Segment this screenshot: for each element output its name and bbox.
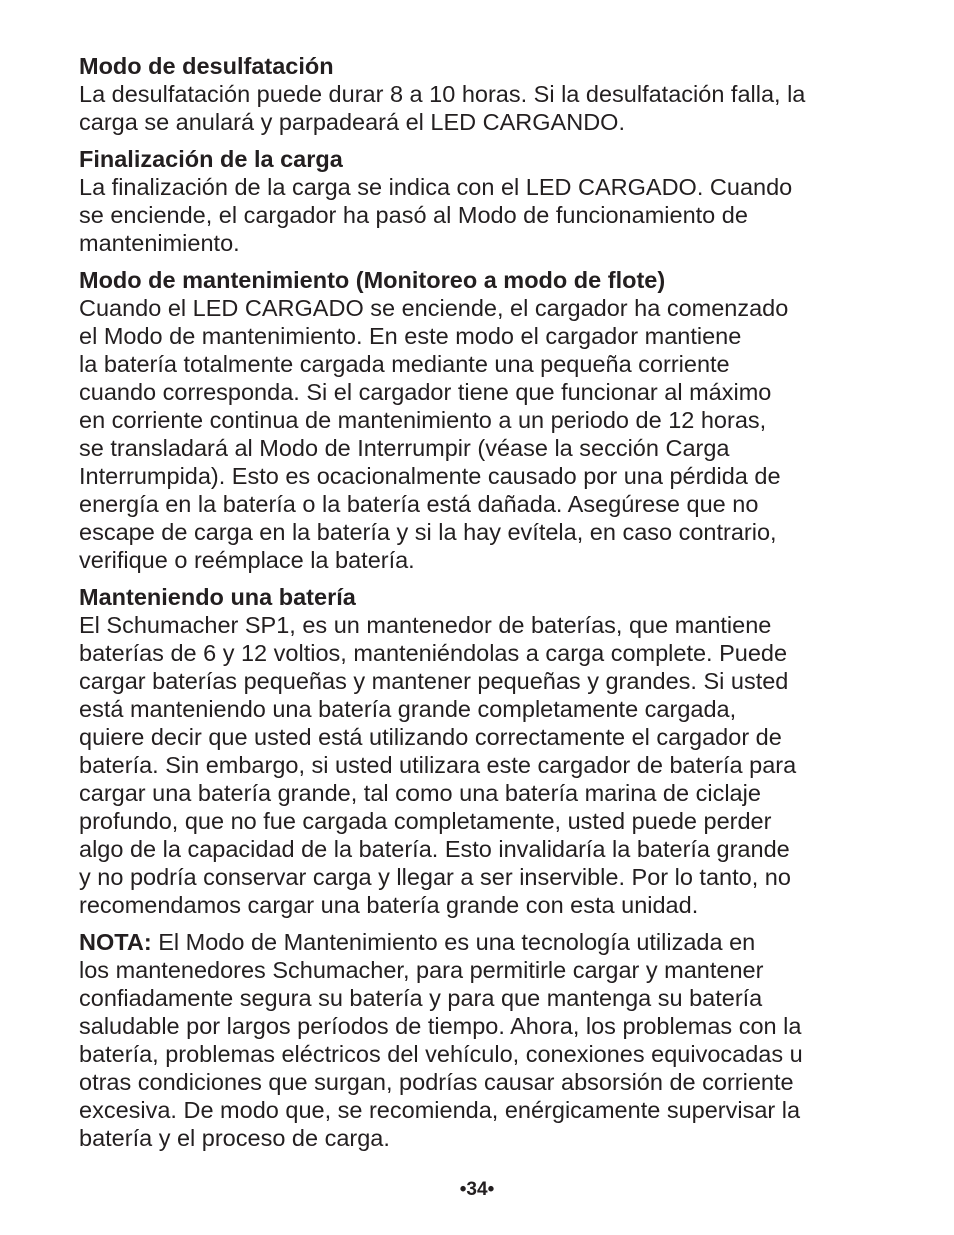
section-heading: Modo de desulfatación (79, 53, 334, 79)
body-line: se transladará al Modo de Interrumpir (véase la sección Carga (79, 435, 730, 461)
body-line: carga se anulará y parpadeará el LED CARGANDO. (79, 109, 625, 135)
body-line: escape de carga en la batería y si la hay evítela, en caso contrario, (79, 519, 777, 545)
body-line: energía en la batería o la batería está dañada. Asegúrese que no (79, 491, 759, 517)
note-line: excesiva. De modo que, se recomienda, enérgicamente supervisar la (79, 1097, 801, 1123)
note-label: NOTA: (79, 929, 152, 955)
section-body (79, 611, 909, 919)
body-line: batería. Sin embargo, si usted utilizara este cargador de batería para (79, 752, 797, 778)
note-line: batería y el proceso de carga. (79, 1125, 390, 1151)
body-line: profundo, que no fue cargada completamente, usted puede perder (79, 808, 772, 834)
note-first-line-text: El Modo de Mantenimiento es una tecnología utilizada en (151, 929, 756, 955)
body-line: está manteniendo una batería grande completamente cargada, (79, 696, 737, 722)
body-line: el Modo de mantenimiento. En este modo el cargador mantiene (79, 323, 742, 349)
body-line: Cuando el LED CARGADO se enciende, el cargador ha comenzado (79, 295, 789, 321)
section-body (79, 80, 909, 136)
body-line: baterías de 6 y 12 voltios, manteniéndolas a carga complete. Puede (79, 640, 788, 666)
body-line: cargar baterías pequeñas y mantener pequeñas y grandes. Si usted (79, 668, 789, 694)
body-line: recomendamos cargar una batería grande con esta unidad. (79, 892, 699, 918)
body-line: mantenimiento. (79, 230, 240, 256)
body-line: El Schumacher SP1, es un mantenedor de baterías, que mantiene (79, 612, 772, 638)
body-line: La desulfatación puede durar 8 a 10 horas. Si la desulfatación falla, la (79, 81, 806, 107)
note-line: batería, problemas eléctricos del vehículo, conexiones equivocadas u (79, 1041, 803, 1067)
section-maintaining-battery (79, 583, 909, 919)
note-block (79, 928, 909, 1152)
body-line: cuando corresponda. Si el cargador tiene que funcionar al máximo (79, 379, 772, 405)
document-page (79, 52, 909, 1161)
section-heading: Finalización de la carga (79, 146, 343, 172)
body-line: La finalización de la carga se indica con el LED CARGADO. Cuando (79, 174, 793, 200)
body-line: verifique o reémplace la batería. (79, 547, 415, 573)
body-line: quiere decir que usted está utilizando correctamente el cargador de (79, 724, 782, 750)
body-line: y no podría conservar carga y llegar a ser inservible. Por lo tanto, no (79, 864, 791, 890)
section-body (79, 173, 909, 257)
note-first-line (79, 928, 909, 956)
body-line: se enciende, el cargador ha pasó al Modo de funcionamiento de (79, 202, 748, 228)
page-number: •34• (459, 1179, 495, 1200)
note-line: confiadamente segura su batería y para que mantenga su batería (79, 985, 763, 1011)
body-line: en corriente continua de mantenimiento a un periodo de 12 horas, (79, 407, 767, 433)
body-line: algo de la capacidad de la batería. Esto invalidaría la batería grande (79, 836, 790, 862)
section-charge-completion (79, 145, 909, 257)
note-body (79, 928, 909, 1152)
note-line: los mantenedores Schumacher, para permitirle cargar y mantener (79, 957, 764, 983)
section-heading: Manteniendo una batería (79, 584, 356, 610)
section-body (79, 294, 909, 574)
body-line: cargar una batería grande, tal como una batería marina de ciclaje (79, 780, 761, 806)
body-line: la batería totalmente cargada mediante una pequeña corriente (79, 351, 730, 377)
section-maintenance-mode (79, 266, 909, 574)
section-desulfation-mode (79, 52, 909, 136)
note-line: otras condiciones que surgan, podrías causar absorsión de corriente (79, 1069, 794, 1095)
note-line: saludable por largos períodos de tiempo. Ahora, los problemas con la (79, 1013, 802, 1039)
body-line: Interrumpida). Esto es ocacionalmente causado por una pérdida de (79, 463, 781, 489)
section-heading: Modo de mantenimiento (Monitoreo a modo de flote) (79, 267, 666, 293)
